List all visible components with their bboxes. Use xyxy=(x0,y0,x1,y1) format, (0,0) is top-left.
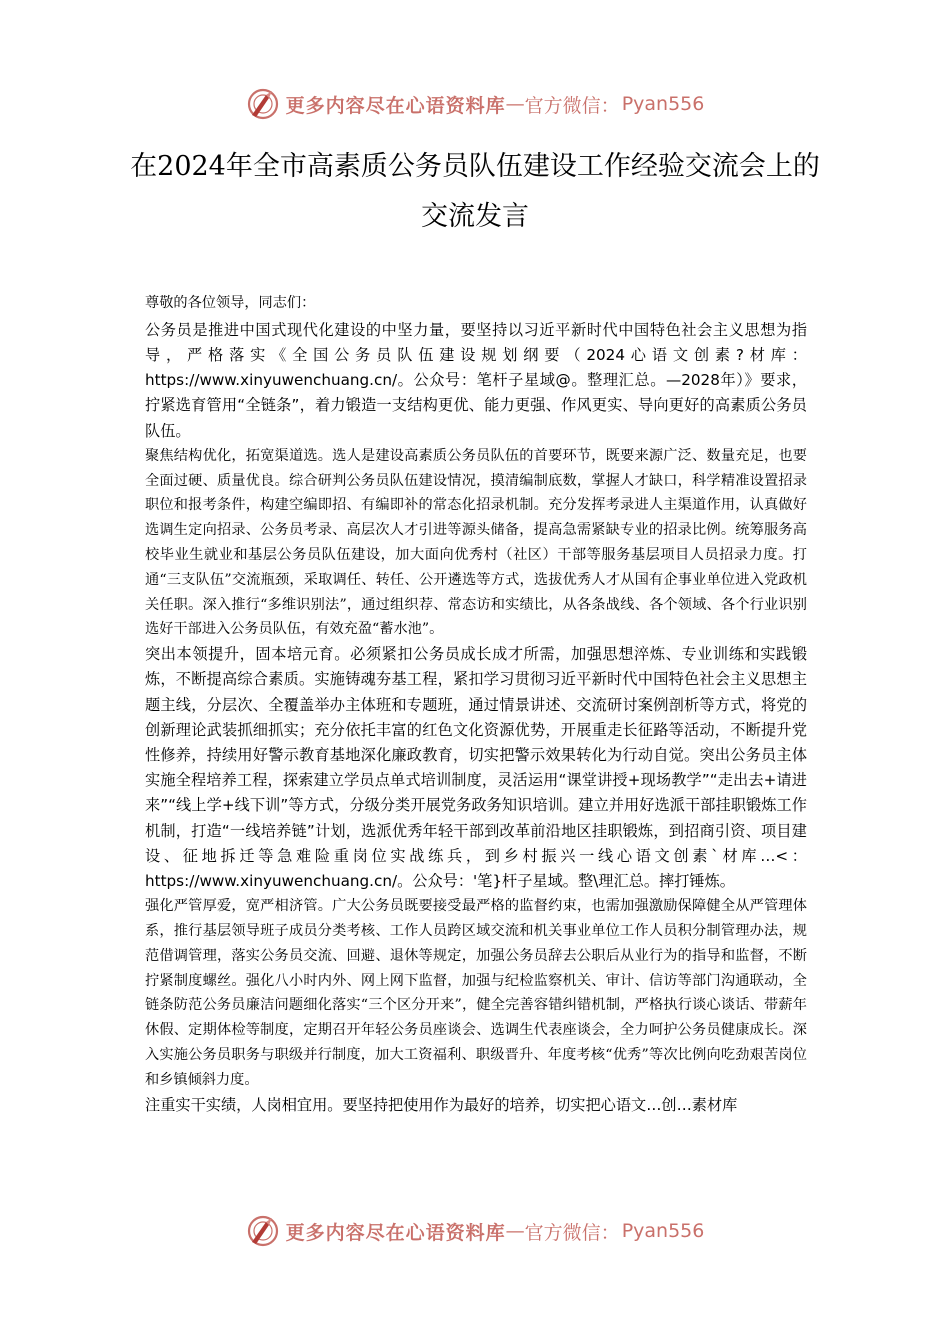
paragraph-selection: 聚焦结构优化，拓宽渠道选。选人是建设高素质公务员队伍的首要环节，既要来源广泛、数量充足，也要全面过硬、质量优良。综合研判公务员队伍建设情况，摸清编制底数，掌握人才缺口，科学精准设置招录职位和报考条件，构建空编即招、有编即补的常态化招录机制。充分发挥考录进人主渠道作用，认真做好选调生定向招录、公务员考录、高层次人才引进等源头储备，提高急需紧缺专业的招录比例。统筹服务高校毕业生就业和基层公务员队伍建设，加大面向优秀村（社区）干部等服务基层项目人员招录力度。打通“三支队伍”交流瓶颈，采取调任、转任、公开遴选等方式，选拔优秀人才从国有企事业单位进入党政机关任职。深入推行“多维识别法”，通过组织荐、常态访和实绩比，从各条战线、各个领域、各个行业识别选好干部进入公务员队伍，有效充盈“蓄水池”。 xyxy=(145,447,807,638)
banner-brand-text: 更多内容尽在心语资料库 xyxy=(285,1221,506,1244)
document-body xyxy=(145,291,807,1118)
paragraph-intro: 公务员是推进中国式现代化建设的中坚力量，要坚持以习近平新时代中国特色社会主义思想为指导，严格落实《全国公务员队伍建设规划纲要（2024心语文创素?材库：https://www.xinyuwenchuang.cn/。公众号：笔杆子星域@。整理汇总。—2028年）》要求，拧紧选育管用“全链条”，着力锻造一支结构更优、能力更强、作风更实、导向更好的高素质公务员队伍。 xyxy=(145,320,807,440)
paragraph-management: 强化严管厚爱，宽严相济管。广大公务员既要接受最严格的监督约束，也需加强激励保障健全从严管理体系，推行基层领导班子成员分类考核、工作人员跨区域交流和机关事业单位工作人员积分制管理办法，规范借调管理，落实公务员交流、回避、退休等规定，加强公务员辞去公职后从业行为的指导和监督，不断拧紧制度螺丝。强化八小时内外、网上网下监督，加强与纪检监察机关、审计、信访等部门沟通联动，全链条防范公务员廉洁问题细化落实“三个区分开来”，健全完善容错纠错机制，严格执行谈心谈话、带薪年休假、定期体检等制度，定期召开年轻公务员座谈会、选调生代表座谈会，全力呵护公务员健康成长。深入实施公务员职务与职级并行制度，加大工资福利、职级晋升、年度考核“优秀”等次比例向吃劲艰苦岗位和乡镇倾斜力度。 xyxy=(145,898,807,1088)
banner-brand-text: 更多内容尽在心语资料库 xyxy=(285,94,506,117)
greeting: 尊敬的各位领导，同志们： xyxy=(145,295,316,311)
paragraph-usage: 注重实干实绩，人岗相宜用。要坚持把使用作为最好的培养，切实把心语文…创…素材库 xyxy=(145,1095,738,1114)
brand-logo-icon xyxy=(246,87,280,121)
banner-dash: — xyxy=(505,1220,525,1242)
banner-contact-label: 官方微信： xyxy=(524,94,620,117)
banner-dash: — xyxy=(505,93,525,115)
brand-logo-icon xyxy=(246,1214,280,1248)
footer-banner[interactable] xyxy=(0,1211,950,1251)
document-title: 在2024年全市高素质公务员队伍建设工作经验交流会上的交流发言 xyxy=(130,151,820,232)
banner-contact-label: 官方微信： xyxy=(524,1221,620,1244)
header-banner[interactable] xyxy=(0,84,950,124)
banner-wechat-id: Pyan556 xyxy=(621,93,705,115)
banner-wechat-id: Pyan556 xyxy=(621,1220,705,1242)
paragraph-training: 突出本领提升，固本培元育。必须紧扣公务员成长成才所需，加强思想淬炼、专业训练和实践锻炼，不断提高综合素质。实施铸魂夯基工程，紧扣学习贯彻习近平新时代中国特色社会主义思想主题主线，分层次、全覆盖举办主体班和专题班，通过情景讲述、交流研讨案例剖析等方式，将党的创新理论武装抓细抓实；充分依托丰富的红色文化资源优势，开展重走长征路等活动，不断提升党性修养，持续用好警示教育基地深化廉政教育，切实把警示效果转化为行动自觉。突出公务员主体实施全程培养工程，探索建立学员点单式培训制度，灵活运用“课堂讲授+现场教学”“走出去+请进来”“线上学+线下训”等方式，分级分类开展党务政务知识培训。建立并用好选派干部挂职锻炼工作机制，打造“一线培养链”计划，选派优秀年轻干部到改革前沿地区挂职锻炼，到招商引资、项目建设、征地拆迁等急难险重岗位实战练兵，到乡村振兴一线心语文创素`材库…<：https://www.xinyuwenchuang.cn/。公众号：'笔}杆子星域。整\理汇总。摔打锤炼。 xyxy=(145,645,807,891)
